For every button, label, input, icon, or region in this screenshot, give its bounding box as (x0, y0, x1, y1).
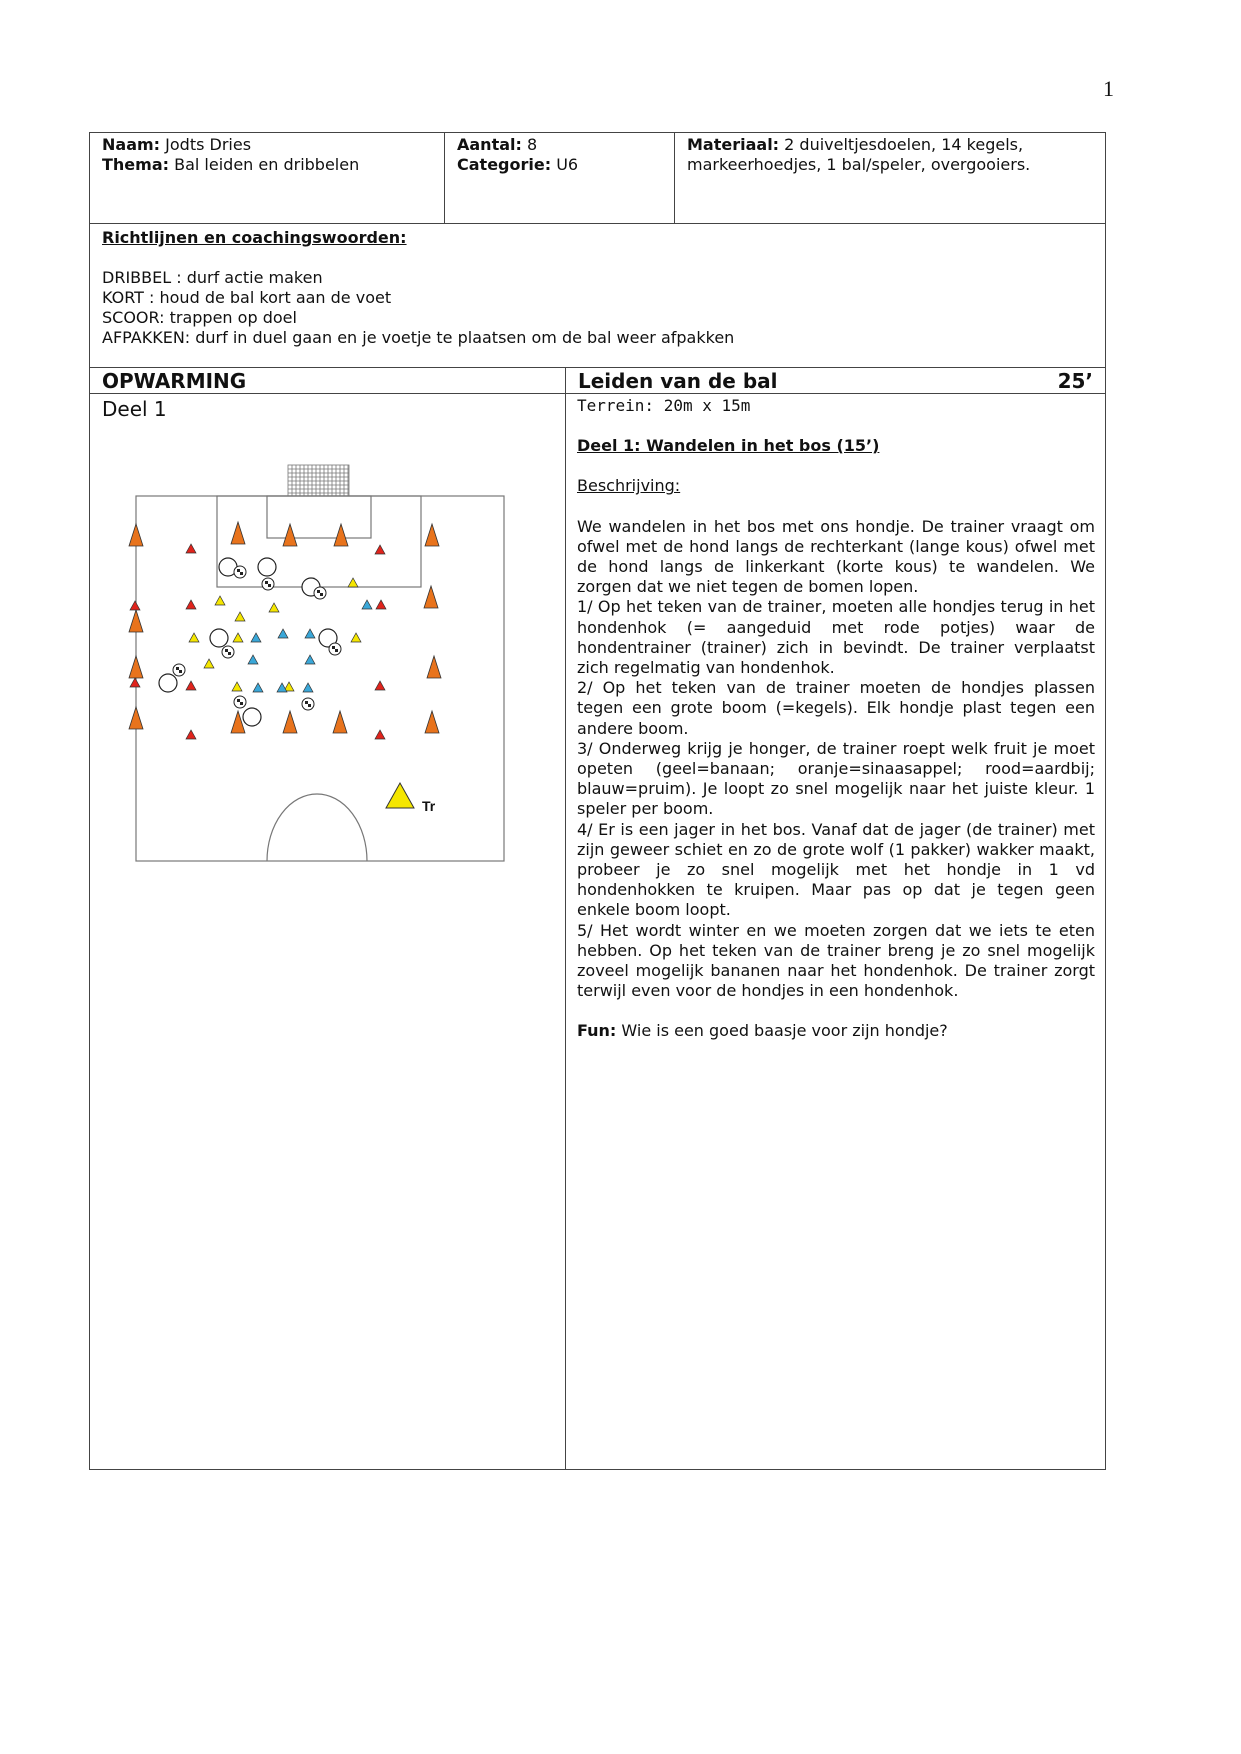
fun-label: Fun: (577, 1021, 617, 1041)
categorie-value: U6 (551, 155, 579, 174)
ball-patch (225, 649, 228, 652)
blue-marker (305, 655, 315, 664)
field-diagram (90, 394, 566, 1471)
red-marker (186, 681, 196, 690)
blue-marker (278, 629, 288, 638)
orange-cone (129, 707, 143, 729)
thema-value: Bal leiden en dribbelen (169, 155, 360, 174)
intro-paragraph: We wandelen in het bos met ons hondje. De trainer vraagt om ofwel met de hond langs de rechterkant (lange kous) ofwel met de hond langs de linkerkant (korte kous) te wandelen. We zorgen dat we niet tegen de bomen lopen. (577, 516, 1095, 597)
ball-patch (335, 649, 338, 652)
guidelines-heading: Richtlijnen en coachingswoorden: (102, 228, 407, 247)
orange-cone (129, 524, 143, 546)
ball-patch (176, 667, 179, 670)
orange-cone (333, 711, 347, 733)
step-paragraph: 1/ Op het teken van de trainer, moeten alle hondjes terug in het hondenhok (= aangeduid met rode potjes) waar de hondentrainer (trainer) zich in bevindt. De trainer verplaatst zich regelmatig van hondenhok. (577, 597, 1095, 678)
section-right-title: Leiden van de bal (578, 369, 778, 393)
ball-patch (308, 704, 311, 707)
guideline-line: KORT : houd de bal kort aan de voet (102, 288, 392, 307)
section-header (89, 367, 1106, 394)
fun-line (577, 1021, 1095, 1041)
page-number: 1 (1103, 76, 1114, 101)
materiaal-cell (675, 133, 1105, 223)
ball-patch (228, 652, 231, 655)
goal-net (288, 465, 349, 496)
aantal-categorie-cell (445, 133, 675, 223)
orange-cone (424, 586, 438, 608)
ball-patch (237, 699, 240, 702)
section-duration: 25’ (1057, 369, 1093, 393)
orange-cone (334, 524, 348, 546)
description-label: Beschrijving: (577, 476, 681, 496)
red-marker (130, 601, 140, 610)
step-paragraph: 2/ Op het teken van de trainer moeten de hondjes plassen tegen een grote boom (=kegels). Elk hondje plast tegen een andere boom. (577, 678, 1095, 738)
section-left-title: OPWARMING (90, 368, 566, 393)
naam-thema-cell (90, 133, 445, 223)
player-circle (258, 558, 276, 576)
yellow-marker (215, 596, 225, 605)
ball-patch (265, 581, 268, 584)
orange-cones (129, 522, 441, 733)
red-marker (186, 544, 196, 553)
red-marker (375, 681, 385, 690)
blue-marker (253, 683, 263, 692)
step-paragraph: 5/ Het wordt winter en we moeten zorgen dat we iets te eten hebben. Op het teken van de trainer breng je zo snel mogelijk zoveel mogelijk bananen naar het hondenhok. De trainer zorgt terwijl even voor de hondjes in een hondenhok. (577, 920, 1095, 1001)
naam-value: Jodts Dries (160, 135, 252, 154)
description-column (566, 394, 1105, 1469)
orange-cone (129, 656, 143, 678)
orange-cone (129, 610, 143, 632)
orange-cone (425, 711, 439, 733)
blue-marker (305, 629, 315, 638)
orange-cone (283, 524, 297, 546)
red-marker (375, 730, 385, 739)
player-circle (210, 629, 228, 647)
part-title: Deel 1: Wandelen in het bos (15’) (577, 436, 880, 456)
ball-patch (332, 646, 335, 649)
yellow-marker (235, 612, 245, 621)
ball-patch (240, 572, 243, 575)
yellow-marker (351, 633, 361, 642)
ball-patch (320, 593, 323, 596)
yellow-marker (269, 603, 279, 612)
blue-marker (362, 600, 372, 609)
deel-label: Deel 1 (102, 397, 167, 421)
trainer-label: Tr (422, 798, 436, 814)
trainer-icon (386, 783, 414, 808)
aantal-value: 8 (521, 135, 538, 154)
red-marker (375, 545, 385, 554)
ball-patch (268, 584, 271, 587)
step-paragraph: 4/ Er is een jager in het bos. Vanaf dat de jager (de trainer) met zijn geweer schiet en zo de grote wolf (1 pakker) wakker maakt, probeer je zo snel mogelijk met het hondje in 1 vd hondenhokken te kruipen. Maar pas op dat je tegen geen enkele boom loopt. (577, 819, 1095, 920)
player-circle (243, 708, 261, 726)
yellow-marker (348, 578, 358, 587)
orange-cone (283, 711, 297, 733)
ball-patch (237, 569, 240, 572)
orange-cone (425, 524, 439, 546)
diagram-column (90, 394, 566, 1469)
red-marker (186, 600, 196, 609)
orange-cone (427, 656, 441, 678)
blue-marker (303, 683, 313, 692)
player-circle (159, 674, 177, 692)
yellow-marker (233, 633, 243, 642)
section-body (89, 393, 1106, 1470)
categorie-label: Categorie: (457, 155, 552, 174)
yellow-marker (189, 633, 199, 642)
thema-label: Thema: (102, 155, 170, 174)
yellow-marker (232, 682, 242, 691)
terrain-text: Terrein: 20m x 15m (577, 396, 751, 415)
blue-marker (251, 633, 261, 642)
ball-patch (240, 702, 243, 705)
guidelines-box (89, 223, 1106, 368)
ball-patch (317, 590, 320, 593)
materiaal-label: Materiaal: (687, 135, 780, 154)
red-marker (130, 678, 140, 687)
ball-patch (305, 701, 308, 704)
header-table (89, 132, 1106, 224)
guideline-line: AFPAKKEN: durf in duel gaan en je voetje te plaatsen om de bal weer afpakken (102, 328, 735, 347)
guideline-line: DRIBBEL : durf actie maken (102, 268, 323, 287)
yellow-marker (204, 659, 214, 668)
guideline-line: SCOOR: trappen op doel (102, 308, 297, 327)
fun-text: Wie is een goed baasje voor zijn hondje? (616, 1021, 948, 1041)
section-right-header (566, 368, 1105, 393)
step-paragraph: 3/ Onderweg krijg je honger, de trainer roept welk fruit je moet opeten (geel=banaan; oranje=sinaasappel; rood=aardbij; blauw=pruim). Je loopt zo snel mogelijk naar het juiste kleur. 1 speler per boom. (577, 738, 1095, 819)
blue-marker (248, 655, 258, 664)
naam-label: Naam: (102, 135, 161, 154)
red-marker (376, 600, 386, 609)
ball-patch (179, 670, 182, 673)
players (159, 558, 341, 726)
blue-marker (277, 683, 287, 692)
red-marker (186, 730, 196, 739)
aantal-label: Aantal: (457, 135, 522, 154)
orange-cone (231, 522, 245, 544)
materiaal-value: 2 duiveltjesdoelen, 14 kegels, markeerhoedjes, 1 bal/speler, overgooiers. (687, 135, 1031, 174)
